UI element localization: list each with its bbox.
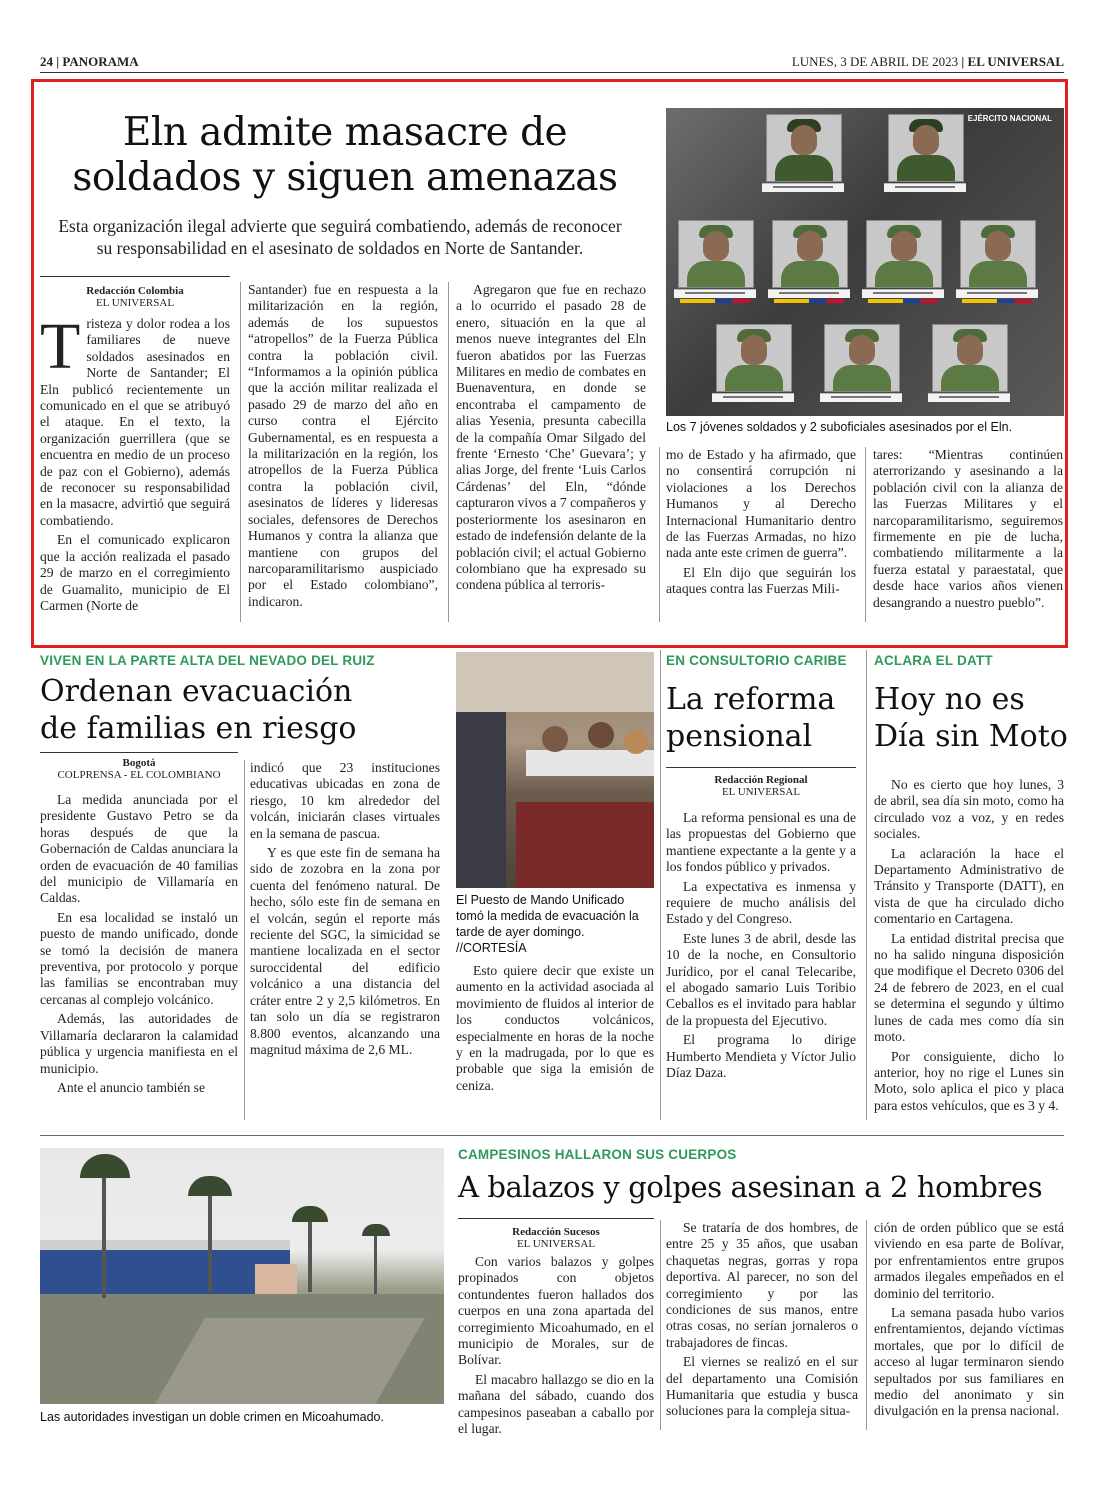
lead-column-1 xyxy=(40,310,230,617)
byline-outlet: EL UNIVERSAL xyxy=(95,297,175,309)
moto-body xyxy=(874,777,1064,1117)
header-right: LUNES, 3 DE ABRIL DE 2023 | EL UNIVERSAL xyxy=(791,54,1064,69)
moto-headline-line2: Día sin Moto xyxy=(874,719,1068,754)
crime-scene-photo-caption: Las autoridades investigan un doble crimen en Micoahumado. xyxy=(40,1410,384,1424)
ruiz-byline xyxy=(40,757,238,781)
column-rule xyxy=(659,447,660,622)
lead-headline xyxy=(40,110,650,200)
soldier-portrait xyxy=(772,220,848,288)
balazos-column-2 xyxy=(666,1220,858,1423)
portrait-nameplate xyxy=(768,289,850,298)
soldier-portrait xyxy=(932,324,1008,392)
moto-paragraph: No es cierto que hoy lunes, 3 de abril, sea día sin moto, como ha circulado voz a voz, y en redes sociales. xyxy=(874,777,1064,842)
header-separator: | xyxy=(56,54,60,69)
soldier-portrait xyxy=(678,220,754,288)
byline-author: Redacción Regional xyxy=(714,774,808,786)
lead-paragraph: Agregaron que fue en rechazo a lo ocurrido el pasado 28 de enero, situación en la que al menos nueve integrantes del Eln fueron abatidos por las Fuerzas Militares en medio de combates en Buenaventura, en donde se encontraba el campamento de alias Yesenia, presunta cabecilla de la compañía Omar Silgado del frente ‘Ernesto ‘Che’ Guevara’; y alias Jorge, del frente ‘Luis Carlos Cárdenas’ del Eln, “dónde capturaron vivos a 7 compañeros y posteriormente los asesinaron en estado de indefensión delante de la población civil; el actual Gobierno colombiano que ha expresado su condena pública al terroris- xyxy=(456,282,646,593)
column-rule xyxy=(865,447,866,622)
portrait-nameplate xyxy=(674,289,756,298)
portrait-nameplate xyxy=(820,393,902,402)
reforma-paragraph: La reforma pensional es una de las propuestas del Gobierno que mantiene expectante a la gente y a los fondos público y privados. xyxy=(666,810,856,875)
lead-subhead-line2: su responsabilidad en el asesinato de soldados en Norte de Santander. xyxy=(96,238,584,258)
crime-scene-photo xyxy=(40,1148,444,1404)
column-rule xyxy=(660,1220,661,1430)
lead-subhead xyxy=(34,215,646,259)
flag-stripe xyxy=(774,299,844,303)
ruiz-column-1 xyxy=(40,792,238,1099)
soldier-portrait xyxy=(888,114,964,182)
issue-date: LUNES, 3 DE ABRIL DE 2023 xyxy=(791,54,959,69)
reforma-paragraph: El programa lo dirige Humberto Mendieta y Víctor Julio Díaz Daza. xyxy=(666,1032,856,1081)
lead-paragraph: tares: “Mientras continúen aterrorizando y asesinando a la población civil con la alianza de las Fuerzas Militares y el narcoparamilitarismo, seguiremos firmemente en pie de lucha, combatiendo militarmente a la fuerza estatal y paraestatal, que desde hace varios años vienen desangrando a nuestro pueblo”. xyxy=(873,447,1063,610)
section-name: PANORAMA xyxy=(62,54,139,69)
reforma-body xyxy=(666,810,856,1085)
column-rule xyxy=(244,760,245,1120)
meeting-photo-caption: El Puesto de Mando Unificado tomó la medida de evacuación la tarde de ayer domingo. //CORTESÍA xyxy=(456,893,639,955)
drop-cap: T xyxy=(40,310,81,383)
balazos-paragraph: Con varios balazos y golpes propinados con objetos contundentes fueron hallados dos cuerpos en una zona apartada del corregimiento Micoahumado, en el municipio de Morales, sur de Bolívar. xyxy=(458,1254,654,1368)
moto-headline-line1: Hoy no es xyxy=(874,682,1025,717)
soldiers-photo xyxy=(666,108,1064,416)
moto-paragraph: La aclaración la hace el Departamento Administrativo de Tránsito y Transporte (DATT), en vista de que ha circulado dicho comentario en Cartagena. xyxy=(874,845,1064,927)
ruiz-paragraph: En esa localidad se instaló un puesto de mando unificado, donde se tomó la decisión de manera preventiva, por protocolo y porque las familias se encontraban muy cercanas al complejo volcánico. xyxy=(40,909,238,1007)
ruiz-paragraph: La medida anunciada por el presidente Gustavo Petro se da horas después de que la Gobernación de Caldas anunciara la orden de evacuación de 40 familias del municipio de Villamaría en Caldas. xyxy=(40,792,238,906)
lead-byline xyxy=(40,285,230,309)
flag-stripe xyxy=(962,299,1032,303)
reforma-headline-line1: La reforma xyxy=(666,682,836,717)
balazos-byline xyxy=(458,1226,654,1250)
moto-headline xyxy=(874,681,1069,755)
ruiz-kicker: VIVEN EN LA PARTE ALTA DEL NEVADO DEL RUIZ xyxy=(40,653,375,668)
lead-paragraph: En el comunicado explicaron que la acción realizada el pasado 29 de marzo en el corregimiento de Guamalito, municipio de El Carmen (Norte de xyxy=(40,532,230,613)
lead-column-3 xyxy=(456,282,646,597)
portrait-nameplate xyxy=(884,183,966,192)
flag-stripe xyxy=(680,299,750,303)
balazos-kicker: CAMPESINOS HALLARON SUS CUERPOS xyxy=(458,1147,737,1162)
byline-author: Bogotá xyxy=(122,757,156,769)
balazos-paragraph: El macabro hallazgo se dio en la mañana del sábado, cuando dos campesinos paseaban a caballo por el lugar. xyxy=(458,1371,654,1437)
soldier-portrait xyxy=(766,114,842,182)
balazos-headline: A balazos y golpes asesinan a 2 hombres xyxy=(458,1170,1043,1204)
ruiz-headline-line1: Ordenan evacuación xyxy=(40,674,353,709)
soldier-portrait xyxy=(866,220,942,288)
byline-rule xyxy=(666,767,856,768)
ruiz-column-3 xyxy=(456,963,654,1097)
balazos-paragraph: Se trataría de dos hombres, de entre 25 y 35 años, que usaban chaquetas negras, gorras y ropa deportiva. Al parecer, no son del corregimiento y por las condiciones de sus manos, entre otras cosas, no serían jornaleros o trabajadores de fincas. xyxy=(666,1220,858,1350)
page-header xyxy=(40,54,1064,72)
portrait-nameplate xyxy=(862,289,944,298)
ruiz-headline-line2: de familias en riesgo xyxy=(40,711,357,746)
balazos-column-3 xyxy=(874,1220,1064,1423)
reforma-byline xyxy=(666,774,856,798)
portrait-nameplate xyxy=(956,289,1038,298)
soldier-portrait xyxy=(716,324,792,392)
lead-subhead-line1: Esta organización ilegal advierte que seguirá combatiendo, además de reconocer xyxy=(58,216,622,236)
reforma-headline-line2: pensional xyxy=(666,719,813,754)
reforma-paragraph: Este lunes 3 de abril, desde las 10 de la noche, en Consultorio Jurídico, por el canal Telecaribe, el abogado samario Luis Toribio Ceballos es el invitado para hablar de la propuesta del Ejecutivo. xyxy=(666,930,856,1028)
photo-banner: EJÉRCITO NACIONAL xyxy=(967,114,1052,123)
column-rule xyxy=(660,650,661,1120)
lead-headline-line1: Eln admite masacre de xyxy=(122,110,568,155)
reforma-headline xyxy=(666,681,861,755)
ruiz-paragraph: Esto quiere decir que existe un aumento en la actividad asociada al movimiento de fluidos al interior de los conductos volcánicos, especialmente en horas de la noche y en la madrugada, por lo que es probable que siga la emisión de ceniza. xyxy=(456,963,654,1093)
page-number: 24 xyxy=(40,54,53,69)
balazos-paragraph: ción de orden público que se está viviendo en esa parte de Bolívar, por enfrentamientos entre grupos armados ilegales empeñados en el dominio del territorio. xyxy=(874,1220,1064,1301)
byline-rule xyxy=(40,752,238,753)
reforma-paragraph: La expectativa es inmensa y requiere de mucho análisis del Estado y del Congreso. xyxy=(666,878,856,927)
portrait-nameplate xyxy=(762,183,844,192)
ruiz-paragraph: Además, las autoridades de Villamaría declararon la calamidad pública y urgencia manifiesta en el municipio. xyxy=(40,1011,238,1076)
balazos-column-1 xyxy=(458,1254,654,1440)
lead-paragraph: Tristeza y dolor rodea a los familiares de nueve soldados asesinados en Norte de Santander; El Eln publicó recientemente un comunicado en el que se atribuyó el ataque. En el texto, la organización guerrillera (que se encuentra en medio de un proceso de paz con el Gobierno), además de reconocer su responsabilidad en la masacre, advirtió que seguirá combatiendo. xyxy=(40,310,230,528)
lead-column-2 xyxy=(248,282,438,613)
balazos-paragraph: El viernes se realizó en el sur del departamento una Comisión Humanitaria que estudia y busca soluciones para la compleja situa- xyxy=(666,1354,858,1419)
ruiz-paragraph: Ante el anuncio también se xyxy=(57,1079,205,1095)
lead-column-4 xyxy=(666,447,856,601)
lead-paragraph: mo de Estado y ha afirmado, que no consentirá corrupción ni violaciones a los Derechos Humanos y al Derecho Internacional Humanitario dentro de las Fuerzas Armadas, no hizo nada ante este crimen de guerra”. xyxy=(666,447,856,561)
meeting-photo xyxy=(456,652,654,888)
lead-paragraph: El Eln dijo que seguirán los ataques contra las Fuerzas Mili- xyxy=(666,564,856,597)
ruiz-paragraph: Y es que este fin de semana ha sido de zozobra en la zona por cuenta del fenómeno natural. De hecho, sólo este fin de semana en el volcán, según el reporte más reciente del SGC, la simicidad se mantiene localizada en el sector suroccidental del edificio volcánico a una distancia del cráter entre 2 y 2,5 kilómetros. En tan solo un día se registraron 8.800 eventos, alcanzando una magnitud máxima de 2,6 ML. xyxy=(250,845,440,1057)
column-rule xyxy=(866,1220,867,1430)
portrait-nameplate xyxy=(712,393,794,402)
byline-author: Redacción Colombia xyxy=(86,285,184,297)
byline-rule xyxy=(458,1218,654,1219)
soldiers-photo-caption: Los 7 jóvenes soldados y 2 suboficiales asesinados por el Eln. xyxy=(666,420,1013,434)
byline-outlet: EL UNIVERSAL xyxy=(721,786,801,798)
portrait-nameplate xyxy=(928,393,1010,402)
ruiz-column-2 xyxy=(250,760,440,1061)
column-rule xyxy=(866,650,867,1120)
moto-paragraph: Por consiguiente, dicho lo anterior, hoy no rige el Lunes sin Moto, solo aplica el pico y placa para estos vehículos, que es 3 y 4. xyxy=(874,1048,1064,1113)
balazos-paragraph: La semana pasada hubo varios enfrentamientos, dejando víctimas mortales, que por lo difícil de acceso al lugar terminaron siendo sepultados por sus familiares en medio del anonimato y sin divulgación en la prensa nacional. xyxy=(874,1305,1064,1419)
lead-column-5 xyxy=(873,447,1063,614)
byline-outlet: EL UNIVERSAL xyxy=(516,1238,596,1250)
column-rule xyxy=(448,282,449,622)
soldier-portrait xyxy=(824,324,900,392)
flag-stripe xyxy=(868,299,938,303)
column-rule xyxy=(240,282,241,622)
section-rule xyxy=(40,1135,1064,1136)
byline-author: Redacción Sucesos xyxy=(512,1226,600,1238)
reforma-kicker: EN CONSULTORIO CARIBE xyxy=(666,653,847,668)
lead-paragraph: Santander) fue en respuesta a la militarización en la región, además de los supuestos “atropellos” de la Fuerza Pública contra la población civil. “Informamos a la opinión pública que la acción militar realizada el pasado 29 de marzo del año en curso contra el Ejército Gubernamental, es en respuesta a la militarización en la región, los atropellos de la Fuerza Pública contra la población civil, asesinatos de líderes y lideresas sociales, defensores de Derechos Humanos y contra la alianza que mantiene con grupos del narcoparamilitarismo auspiciado por el Estado colombiano”, indicaron. xyxy=(248,282,438,609)
byline-outlet: COLPRENSA - EL COLOMBIANO xyxy=(57,769,221,781)
soldier-portrait xyxy=(960,220,1036,288)
ruiz-headline xyxy=(40,673,460,747)
header-rule xyxy=(40,72,1064,73)
newspaper-name: EL UNIVERSAL xyxy=(967,54,1064,69)
byline-rule xyxy=(40,276,230,277)
ruiz-paragraph: indicó que 23 instituciones educativas ubicadas en zona de riesgo, 10 km alrededor del volcán, iniciarán clases virtuales en la semana de pascua. xyxy=(250,760,440,841)
lead-headline-line2: soldados y siguen amenazas xyxy=(72,155,618,200)
moto-kicker: ACLARA EL DATT xyxy=(874,653,993,668)
moto-paragraph: La entidad distrital precisa que no ha salido ninguna disposición que modifique el Decreto 0306 del 24 de febrero de 2023, en el cual se determina el segundo y último lunes de cada mes como día sin moto. xyxy=(874,930,1064,1045)
